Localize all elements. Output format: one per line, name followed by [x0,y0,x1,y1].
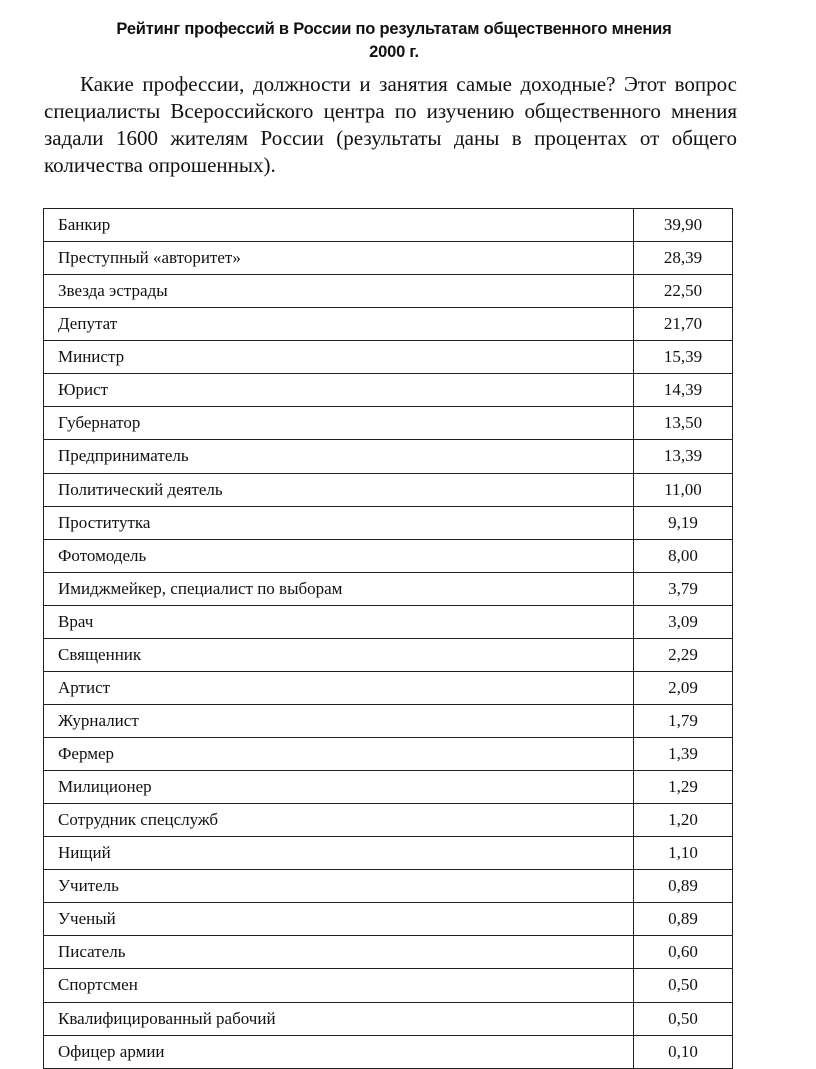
profession-cell: Политический деятель [44,473,634,506]
table-row [44,870,733,903]
percent-cell: 15,39 [634,341,733,374]
profession-cell: Милиционер [44,771,634,804]
percent-cell: 13,50 [634,407,733,440]
percent-cell: 13,39 [634,440,733,473]
table-row [44,209,733,242]
profession-cell: Предприниматель [44,440,634,473]
percent-cell: 28,39 [634,242,733,275]
table-row [44,275,733,308]
intro-paragraph: Какие профессии, должности и занятия самые доходные? Этот вопрос специалисты Всероссийского центра по изучению общественного мнения задали 1600 жителям России (результаты даны в процентах от общего количества опрошенных). [44,72,737,177]
profession-cell: Учитель [44,870,634,903]
table-row [44,506,733,539]
percent-cell: 0,89 [634,870,733,903]
profession-cell: Артист [44,671,634,704]
profession-cell: Преступный «авторитет» [44,242,634,275]
table-row [44,572,733,605]
table-row [44,440,733,473]
profession-cell: Нищий [44,837,634,870]
profession-cell: Имиджмейкер, специалист по выборам [44,572,634,605]
profession-cell: Ученый [44,903,634,936]
table-row [44,308,733,341]
percent-cell: 8,00 [634,539,733,572]
percent-cell: 0,60 [634,936,733,969]
table-row [44,671,733,704]
percent-cell: 0,50 [634,969,733,1002]
title-line-2: 2000 г. [369,43,419,61]
table-row [44,837,733,870]
percent-cell: 0,10 [634,1035,733,1068]
profession-cell: Юрист [44,374,634,407]
table-row [44,704,733,737]
profession-cell: Губернатор [44,407,634,440]
profession-cell: Сотрудник спецслужб [44,804,634,837]
percent-cell: 0,89 [634,903,733,936]
percent-cell: 9,19 [634,506,733,539]
profession-cell: Писатель [44,936,634,969]
percent-cell: 1,29 [634,771,733,804]
profession-cell: Министр [44,341,634,374]
percent-cell: 3,09 [634,605,733,638]
profession-cell: Врач [44,605,634,638]
percent-cell: 14,39 [634,374,733,407]
percent-cell: 3,79 [634,572,733,605]
table-row [44,539,733,572]
percent-cell: 1,79 [634,704,733,737]
percent-cell: 0,50 [634,1002,733,1035]
table-row [44,242,733,275]
percent-cell: 22,50 [634,275,733,308]
percent-cell: 1,20 [634,804,733,837]
percent-cell: 11,00 [634,473,733,506]
profession-cell: Священник [44,638,634,671]
ratings-table-body [44,209,733,1069]
profession-cell: Квалифицированный рабочий [44,1002,634,1035]
percent-cell: 2,29 [634,638,733,671]
profession-cell: Депутат [44,308,634,341]
table-row [44,1035,733,1068]
table-row [44,473,733,506]
profession-cell: Звезда эстрады [44,275,634,308]
table-row [44,738,733,771]
table-row [44,804,733,837]
percent-cell: 1,10 [634,837,733,870]
percent-cell: 39,90 [634,209,733,242]
table-row [44,638,733,671]
profession-cell: Фермер [44,738,634,771]
table-row [44,1002,733,1035]
percent-cell: 2,09 [634,671,733,704]
profession-cell: Офицер армии [44,1035,634,1068]
profession-cell: Спортсмен [44,969,634,1002]
profession-cell: Журналист [44,704,634,737]
ratings-table [43,208,733,1069]
table-row [44,605,733,638]
table-row [44,903,733,936]
table-row [44,771,733,804]
table-row [44,407,733,440]
percent-cell: 1,39 [634,738,733,771]
percent-cell: 21,70 [634,308,733,341]
profession-cell: Фотомодель [44,539,634,572]
title-line-1: Рейтинг профессий в России по результатам общественного мнения [116,20,672,38]
table-row [44,374,733,407]
table-row [44,936,733,969]
page-title [40,18,748,64]
table-row [44,341,733,374]
profession-cell: Проститутка [44,506,634,539]
profession-cell: Банкир [44,209,634,242]
table-row [44,969,733,1002]
